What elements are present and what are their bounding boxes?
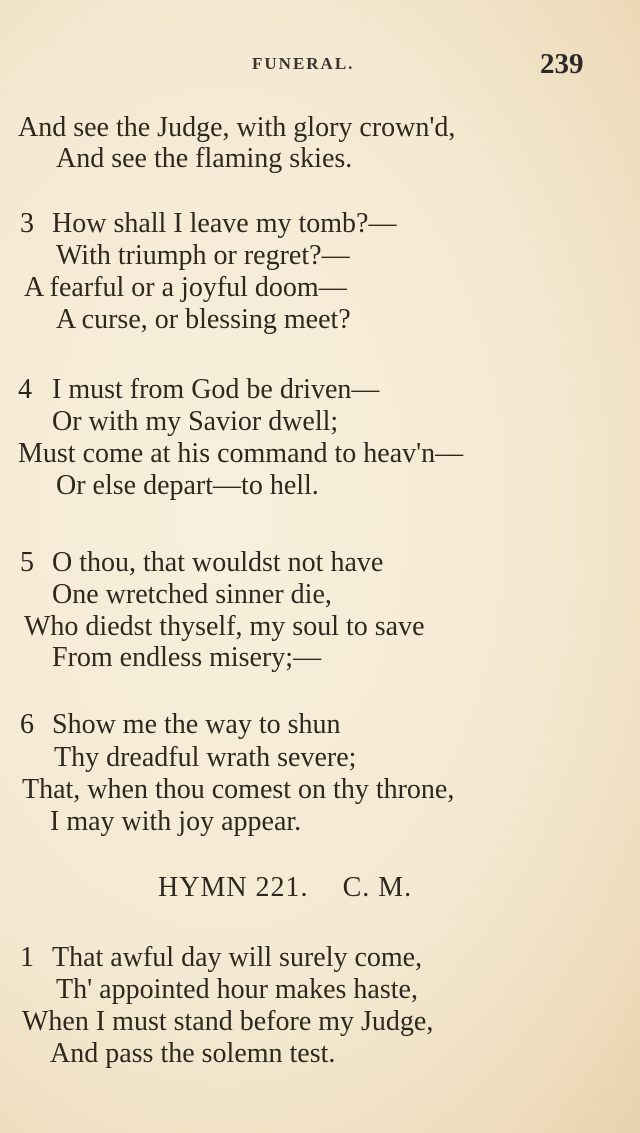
verse-line: Or else depart—to hell. [56,470,319,501]
verse-line: Who diedst thyself, my soul to save [24,611,425,642]
verse-line: A fearful or a joyful doom— [24,272,347,303]
verse-line: Must come at his command to heav'n— [18,438,464,469]
verse-line: Th' appointed hour makes haste, [56,974,418,1005]
verse-number: 1 [20,942,34,973]
hymn-title [158,872,438,904]
verse-line: With triumph or regret?— [56,240,350,271]
running-head: FUNERAL. [252,54,355,73]
verse-line: When I must stand before my Judge, [22,1006,434,1037]
verse-line: One wretched sinner die, [52,579,332,610]
verse-number: 5 [20,547,34,578]
page-number: 239 [540,48,584,80]
verse-line: And see the Judge, with glory crown'd, [18,112,456,143]
page-header [0,48,640,88]
verse-line: That awful day will surely come, [52,942,423,973]
verse-line: And see the flaming skies. [56,143,353,174]
verse-line: Thy dreadful wrath severe; [54,742,357,773]
verse-number: 4 [18,374,32,405]
hymn-meter: C. M. [342,872,413,903]
verse-line: How shall I leave my tomb?— [52,208,397,239]
verse-line: Or with my Savior dwell; [52,406,339,437]
verse-number: 6 [20,709,34,740]
verse-line: That, when thou comest on thy throne, [22,774,455,805]
verse-line: And pass the solemn test. [50,1038,336,1069]
verse-number: 3 [20,208,34,239]
verse-line: Show me the way to shun [52,709,341,740]
verse-line: I may with joy appear. [50,806,302,837]
verse-line: From endless misery;— [52,642,322,673]
verse-line: I must from God be driven— [52,374,380,405]
verse-line: O thou, that wouldst not have [52,547,384,578]
hymn-number: HYMN 221. [158,872,309,903]
verse-line: A curse, or blessing meet? [56,304,351,335]
